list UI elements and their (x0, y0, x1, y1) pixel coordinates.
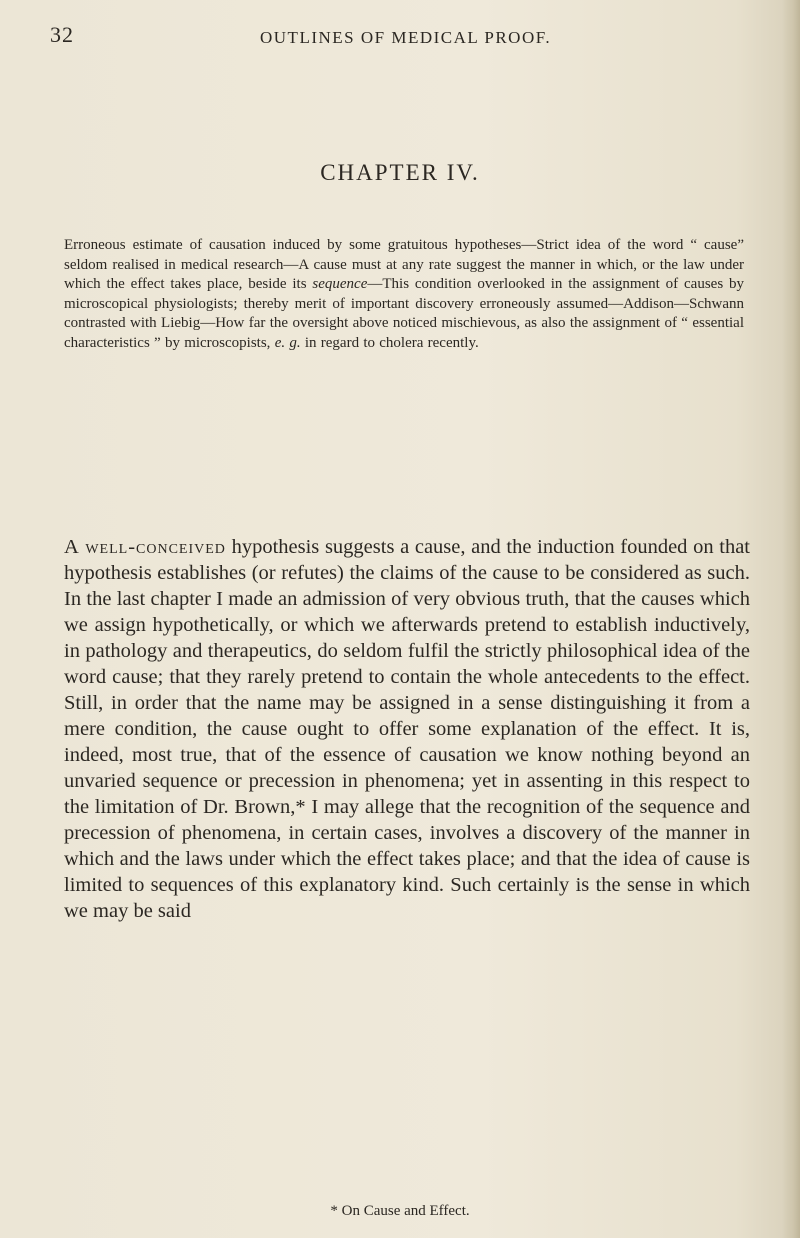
footnote: * On Cause and Effect. (330, 1203, 470, 1219)
chapter-title: CHAPTER IV. (320, 160, 480, 185)
summary-text-3: in regard to cholera recently. (300, 334, 479, 351)
running-title: OUTLINES OF MEDICAL PROOF. (260, 28, 552, 47)
summary-italic-sequence: sequence (312, 276, 368, 292)
body-paragraph (64, 534, 750, 924)
body-lead-words: A well-conceived (64, 536, 226, 558)
page-number: 32 (50, 22, 74, 47)
summary-text-1: Erroneous estimate of causation induced by some gratuitous hypotheses—Strict idea of the word “ cause” seldom realised in medical research—A cause must at any rate suggest the manner in which, or the law under which the effect takes place, beside its (64, 237, 744, 292)
body-text: hypothesis suggests a cause, and the induction founded on that hypothesis establishes (or refutes) the claims of the cause to be considered as such. In the last chapter I made an admission of very obvious truth, that the causes which we assign hypothetically, or which we afterwards pretend to establish inductively, in pathology and therapeutics, do seldom fulfil the strictly philosophical idea of the word cause; that they rarely pretend to contain the whole antecedents to the effect. Still, in order that the name may be assigned in a sense distinguishing it from a mere condition, the cause ought to offer some explanation of the effect. It is, indeed, most true, that of the essence of causation we know nothing beyond an unvaried sequence or precession in phenomena; yet in assenting in this respect to the limitation of Dr. Brown,* I may allege that the recognition of the sequence and precession of phenomena, in certain cases, involves a discovery of the manner in which and the laws under which the effect takes place; and that the idea of cause is limited to sequences of this explanatory kind. Such certainly is the sense in which we may be said (64, 536, 750, 922)
summary-text-2: —This condition overlooked in the assignment of causes by microscopical physiologists; thereby merit of important discovery erroneously assumed—Addison—Schwann contrasted with Liebig—How far the oversight above noticed mischievous, as also the assignment of “ essential characteristics ” by microscopists, (64, 276, 745, 351)
chapter-summary (64, 236, 744, 353)
summary-italic-eg: e. g. (274, 334, 301, 351)
running-head (50, 22, 750, 52)
